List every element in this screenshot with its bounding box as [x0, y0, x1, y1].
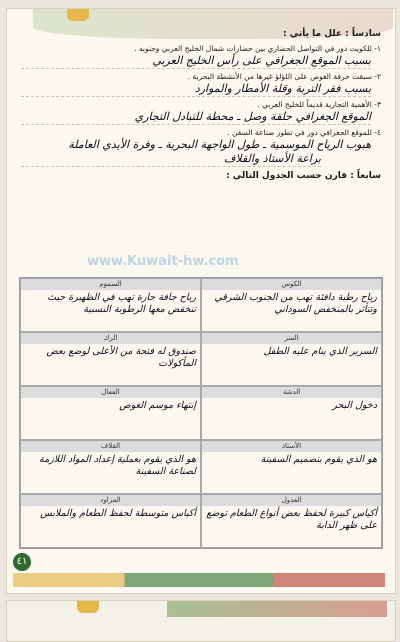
cell-answer: رياح رطبة دافئة تهب من الجنوب الشرقي وتتأثر بالمنخفض السوداني [214, 292, 377, 315]
table-cell [20, 332, 201, 386]
cell-header: العدول [202, 495, 381, 506]
table-cell [20, 278, 201, 332]
cell-header: الأستاذ [202, 441, 381, 452]
cell-header: الرك [21, 333, 200, 344]
table-cell [20, 494, 201, 548]
table-cell [20, 386, 201, 440]
cell-answer: أكياس متوسطة لحفظ الطعام والملابس [40, 508, 196, 519]
cell-header: السموم [21, 279, 200, 290]
table-cell [201, 278, 382, 332]
answer-1: بسبب الموقع الجغرافي على رأس الخليج العربي [21, 54, 371, 69]
questions-area [21, 27, 381, 186]
section-7-title: سابعاً : قارن حسب الجدول التالي : [226, 171, 381, 181]
page-tab-decoration [67, 9, 89, 21]
cell-answer: رياح جافة حارة تهب في الظهيرة حيث تنخفض معها الرطوبة النسبية [47, 292, 196, 315]
question-2: ٢- سبقت حرفة الغوص على اللؤلؤ غيرها من الأنشطة البحرية . [187, 72, 381, 81]
cell-header: القفال [21, 387, 200, 398]
cell-answer: صندوق له فتحة من الأعلى لوضع بعض المأكولات [46, 346, 196, 369]
answer-3: الموقع الجغرافي حلقة وصل ـ محطة للتبادل التجاري [21, 110, 371, 125]
cell-answer: هو الذي يقوم بتصميم السفينة [260, 454, 377, 465]
watermark: www.Kuwait-hw.com [87, 254, 239, 269]
worksheet-page [6, 8, 396, 594]
header-decoration [167, 601, 387, 617]
answer-4-continued: براعة الأستاذ والقلاف [21, 152, 321, 167]
table-cell [20, 440, 201, 494]
page-number: ٤١ [13, 553, 31, 571]
cell-header: المزاود [21, 495, 200, 506]
answer-2: بسبب فقر التربة وقلة الأمطار والموارد [21, 82, 371, 97]
table-cell [201, 332, 382, 386]
cell-answer: إنتهاء موسم الغوص [119, 400, 196, 411]
answer-4: هبوب الرياح الموسمية ـ طول الواجهة البحرية ـ وفرة الأيدي العاملة [68, 138, 371, 151]
section-6-title: سادساً : علل ما يأتي : [283, 29, 381, 39]
next-page-edge [6, 600, 396, 642]
cell-answer: السرير الذي ينام عليه الطفل [263, 346, 377, 357]
cell-answer: أكياس كبيرة لحفظ بعض أنواع الطعام توضع على ظهر الدابة [206, 508, 377, 531]
cell-answer: دخول البحر [332, 400, 377, 411]
question-3: ٣- الأهمية التجارية قديماً للخليج العربي . [257, 100, 381, 109]
cell-header: الكوس [202, 279, 381, 290]
comparison-table [19, 277, 383, 549]
question-4: ٤- للموقع الجغرافي دور في تطور صناعة السفن . [227, 128, 381, 137]
table-cell [201, 440, 382, 494]
footer-decoration [13, 573, 385, 587]
cell-header: الدشة [202, 387, 381, 398]
cell-header: المنز [202, 333, 381, 344]
cell-header: القلاف [21, 441, 200, 452]
cell-answer: هو الذي يقوم بعملية إعداد المواد اللازمة لصناعة السفينة [39, 454, 196, 477]
page-tab-decoration [77, 601, 99, 613]
table-cell [201, 494, 382, 548]
table-cell [201, 386, 382, 440]
question-1: ١- للكويت دور في التواصل الحضاري بين حضارات شمال الخليج العربي وجنوبه . [134, 44, 381, 53]
